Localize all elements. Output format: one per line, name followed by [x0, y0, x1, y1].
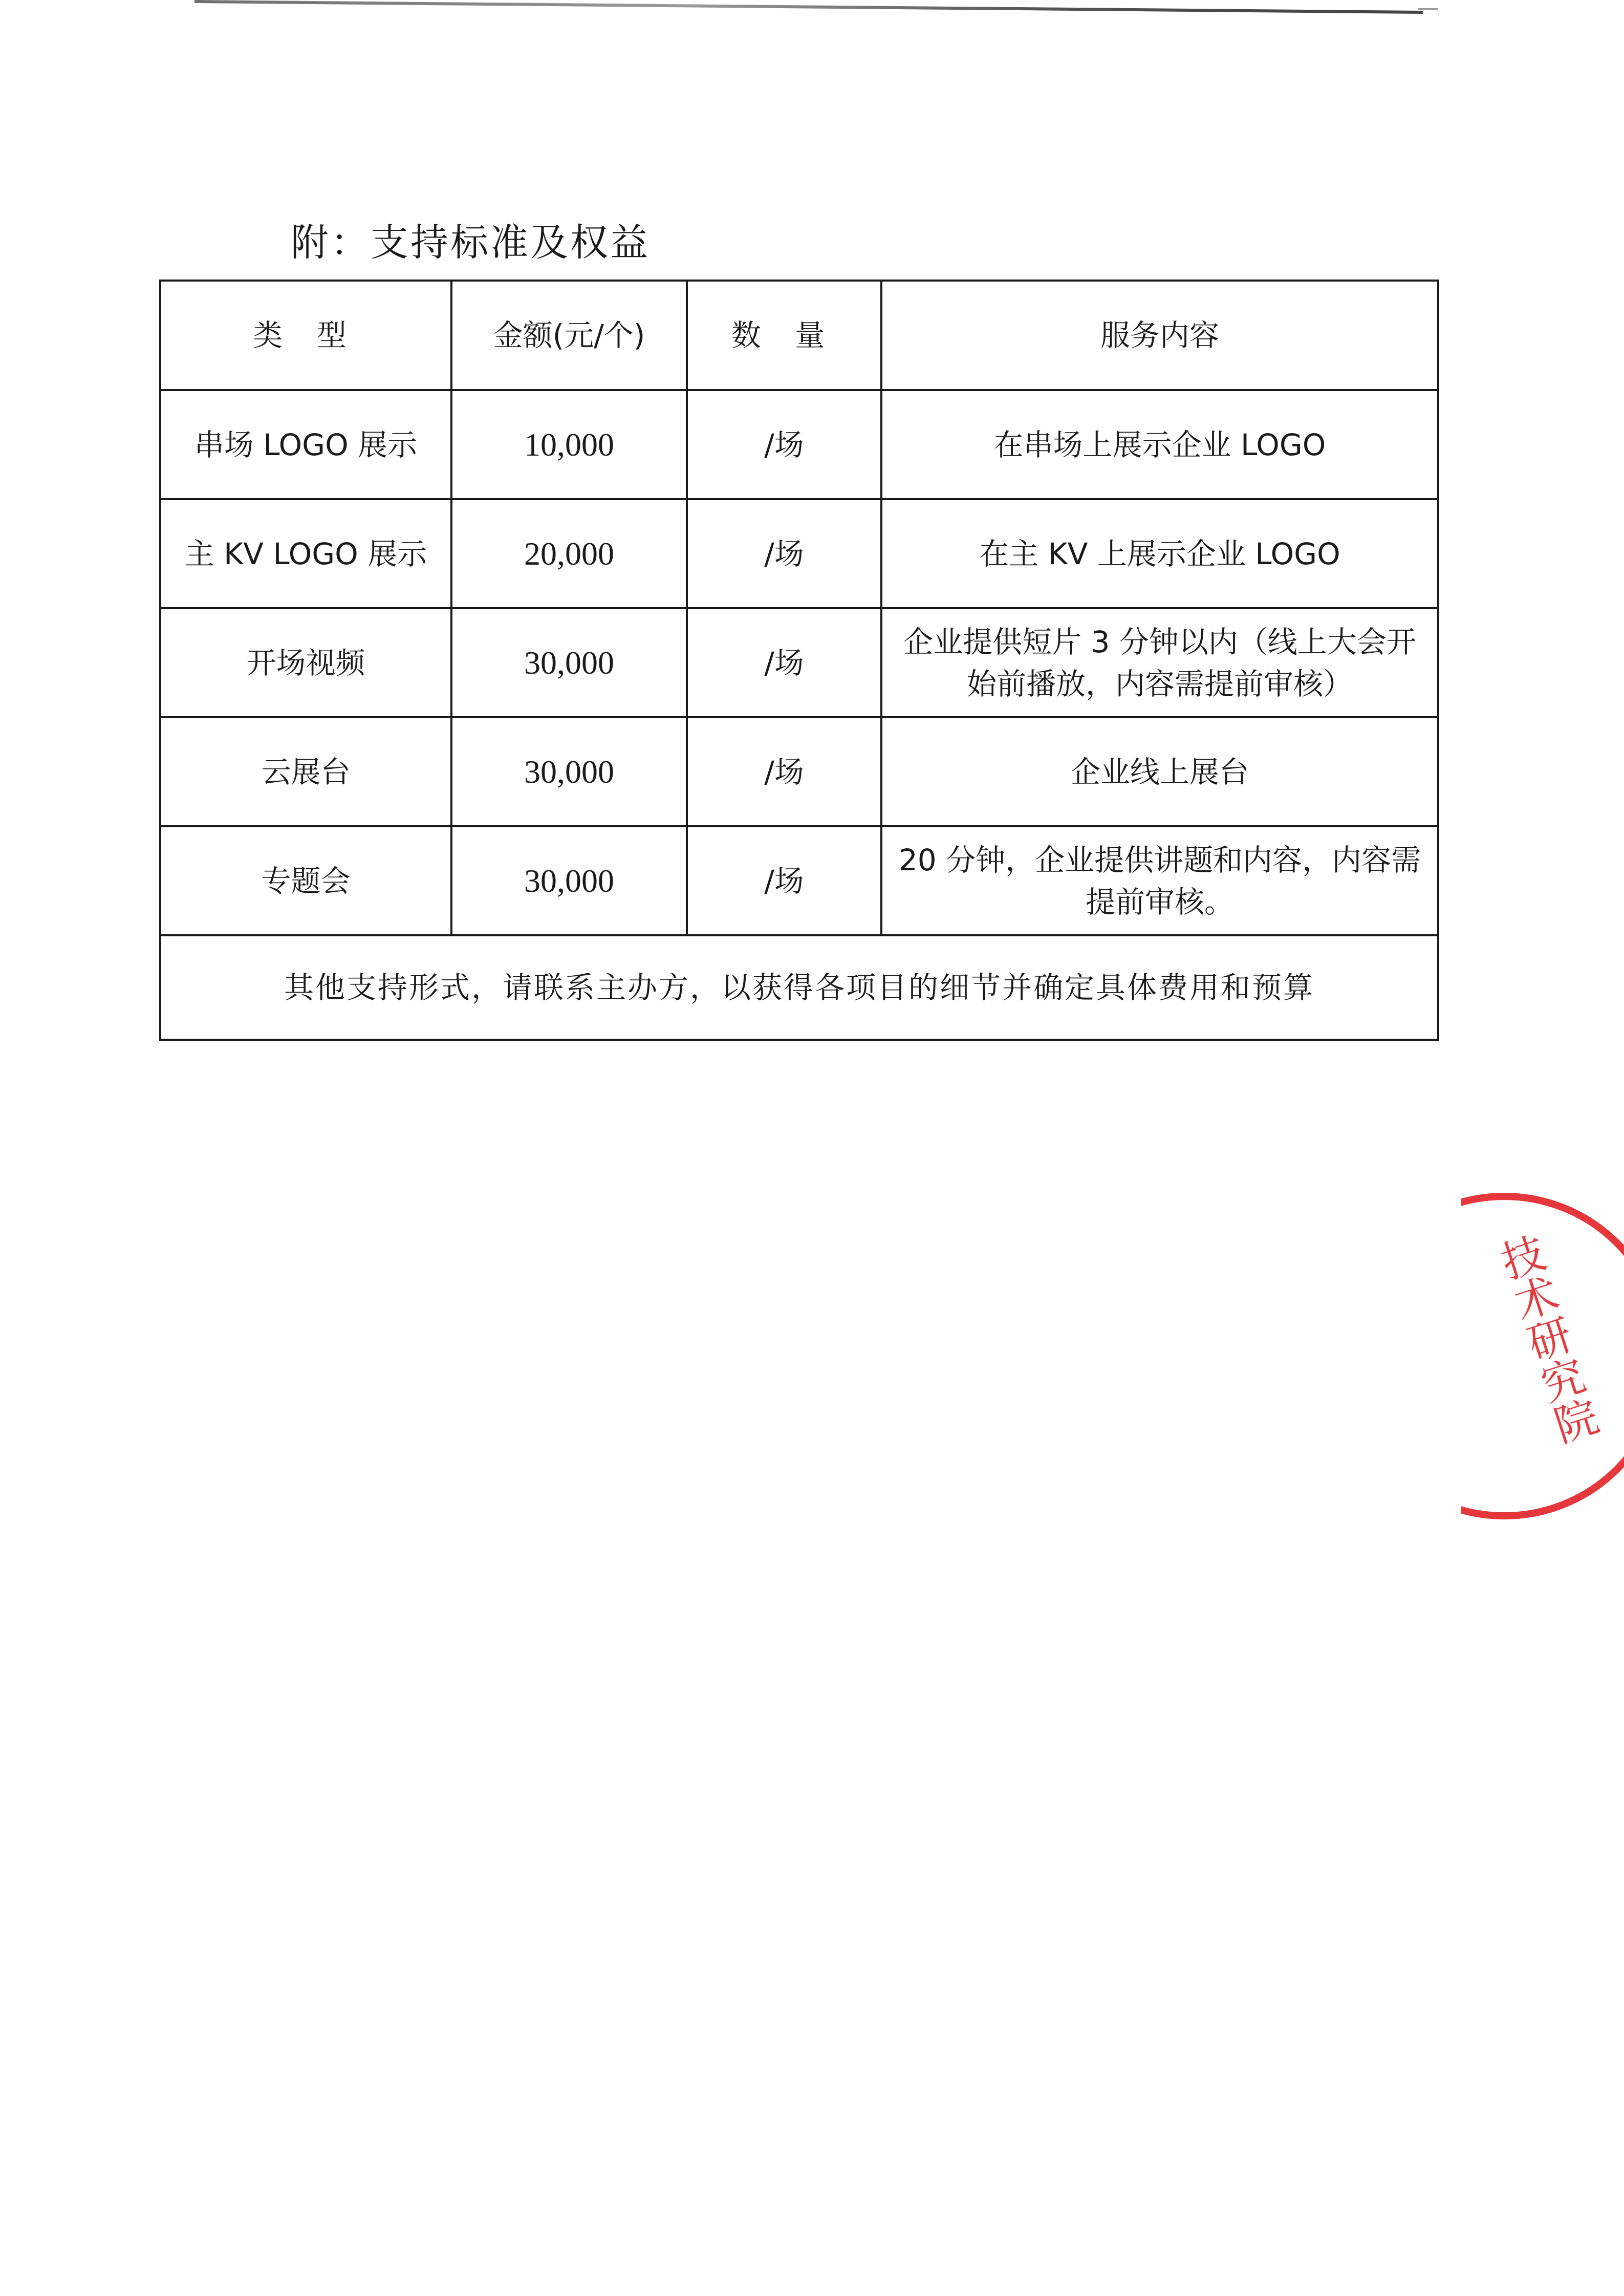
cell-quantity: /场	[687, 826, 881, 935]
cell-service: 在串场上展示企业 LOGO	[881, 390, 1438, 499]
cell-type: 专题会	[160, 826, 451, 935]
table-row	[160, 826, 1438, 935]
scan-artifact-dash	[1418, 8, 1438, 10]
cell-type: 主 KV LOGO 展示	[160, 499, 451, 608]
cell-type: 串场 LOGO 展示	[160, 390, 451, 499]
table-row	[160, 390, 1438, 499]
seal-mask	[1341, 1193, 1461, 1531]
table-header-row	[160, 281, 1438, 390]
cell-amount: 20,000	[451, 499, 687, 608]
table-row	[160, 608, 1438, 717]
official-seal-stamp	[1341, 1193, 1624, 1531]
table-row	[160, 717, 1438, 826]
scan-artifact-line	[194, 0, 1423, 14]
cell-amount: 30,000	[451, 826, 687, 935]
cell-amount: 30,000	[451, 717, 687, 826]
header-amount: 金额(元/个)	[451, 281, 687, 390]
header-service: 服务内容	[881, 281, 1438, 390]
cell-service: 企业提供短片 3 分钟以内（线上大会开始前播放，内容需提前审核）	[881, 608, 1438, 717]
cell-quantity: /场	[687, 608, 881, 717]
table-footer-row	[160, 935, 1438, 1040]
seal-text: 技术研究院	[1489, 1229, 1604, 1450]
cell-type: 开场视频	[160, 608, 451, 717]
cell-service: 在主 KV 上展示企业 LOGO	[881, 499, 1438, 608]
cell-amount: 10,000	[451, 390, 687, 499]
footer-note: 其他支持形式，请联系主办方，以获得各项目的细节并确定具体费用和预算	[160, 935, 1438, 1040]
header-type: 类 型	[160, 281, 451, 390]
support-standards-table	[159, 280, 1439, 1041]
page-title: 附：支持标准及权益	[291, 221, 650, 265]
header-quantity: 数 量	[687, 281, 881, 390]
cell-quantity: /场	[687, 717, 881, 826]
table-row	[160, 499, 1438, 608]
cell-amount: 30,000	[451, 608, 687, 717]
cell-service: 企业线上展台	[881, 717, 1438, 826]
cell-quantity: /场	[687, 499, 881, 608]
cell-quantity: /场	[687, 390, 881, 499]
cell-service: 20 分钟，企业提供讲题和内容，内容需提前审核。	[881, 826, 1438, 935]
cell-type: 云展台	[160, 717, 451, 826]
